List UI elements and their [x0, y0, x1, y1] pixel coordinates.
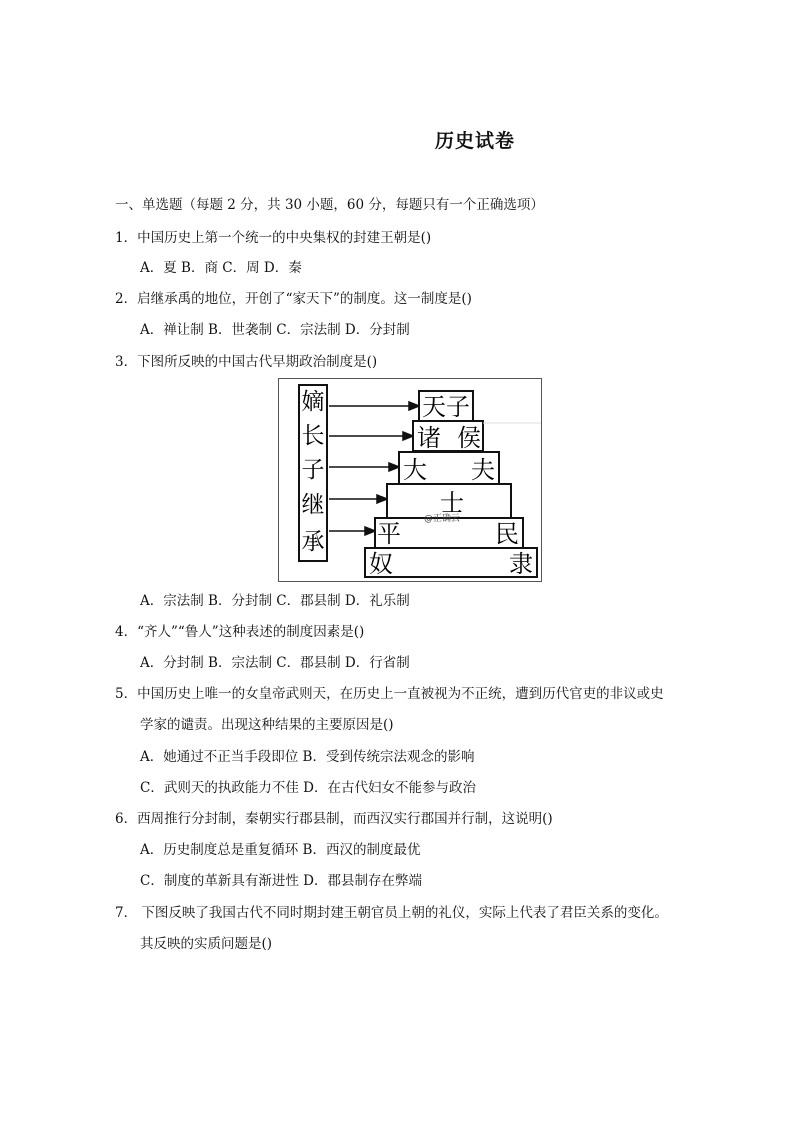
vertical-char-4: 继 — [301, 492, 325, 518]
diagram-watermark: @正确云 — [424, 514, 461, 524]
question-6-options-row-1: A．历史制度总是重复循环 B．西汉的制度最优 — [140, 842, 421, 858]
question-5-stem-line-1: 5．中国历史上唯一的女皇帝武则天，在历史上一直被视为不正统，遭到历代官吏的非议或史 — [115, 686, 664, 702]
tier-1-label: 天子 — [422, 393, 470, 421]
tier-3-left: 大 — [403, 456, 427, 484]
question-3-stem: 3．下图所反映的中国古代早期政治制度是() — [115, 354, 378, 370]
tier-6-left: 奴 — [369, 550, 393, 578]
vertical-char-3: 子 — [301, 457, 325, 483]
question-7-stem-line-2: 其反映的实质问题是() — [140, 936, 273, 952]
tier-3-right: 夫 — [471, 456, 495, 484]
tier-4-label: 士 — [440, 489, 464, 517]
question-5-options-row-2: C．武则天的执政能力不佳 D．在古代妇女不能参与政治 — [140, 780, 476, 796]
question-4-options: A．分封制 B．宗法制 C．郡县制 D．行省制 — [140, 655, 410, 671]
question-4-stem: 4．“齐人”“鲁人”这种表述的制度因素是() — [115, 624, 365, 640]
tier-2-right: 侯 — [457, 424, 481, 452]
hierarchy-diagram — [278, 378, 542, 582]
vertical-char-5: 承 — [301, 529, 325, 555]
question-7-stem-line-1: 7． 下图反映了我国古代不同时期封建王朝官员上朝的礼仪，实际上代表了君臣关系的变化。 — [115, 905, 668, 921]
hierarchy-diagram-svg — [279, 379, 541, 581]
question-1-options: A．夏 B．商 C．周 D．秦 — [140, 260, 302, 276]
tier-2-left: 诸 — [417, 424, 441, 452]
question-2-stem: 2．启继承禹的地位，开创了“家天下”的制度。这一制度是() — [115, 291, 472, 307]
tier-6-right: 隶 — [509, 550, 533, 578]
page-title: 历史试卷 — [434, 130, 515, 152]
question-5-stem-line-2: 学家的谴责。出现这种结果的主要原因是() — [140, 717, 394, 733]
question-6-options-row-2: C．制度的革新具有渐进性 D．郡县制存在弊端 — [140, 873, 422, 889]
tier-5-left: 平 — [377, 520, 401, 548]
question-1-stem: 1．中国历史上第一个统一的中央集权的封建王朝是() — [115, 230, 432, 246]
tier-5-right: 民 — [495, 520, 519, 548]
question-5-options-row-1: A．她通过不正当手段即位 B．受到传统宗法观念的影响 — [140, 749, 475, 765]
question-6-stem: 6．西周推行分封制，秦朝实行郡县制，而西汉实行郡国并行制，这说明() — [115, 811, 553, 827]
vertical-char-1: 嫡 — [301, 389, 325, 415]
question-2-options: A．禅让制 B．世袭制 C．宗法制 D．分封制 — [140, 322, 410, 338]
section-header: 一、单选题（每题 2 分，共 30 小题，60 分，每题只有一个正确选项） — [115, 197, 544, 213]
vertical-char-2: 长 — [301, 423, 325, 449]
question-3-options: A．宗法制 B．分封制 C．郡县制 D．礼乐制 — [140, 593, 410, 609]
